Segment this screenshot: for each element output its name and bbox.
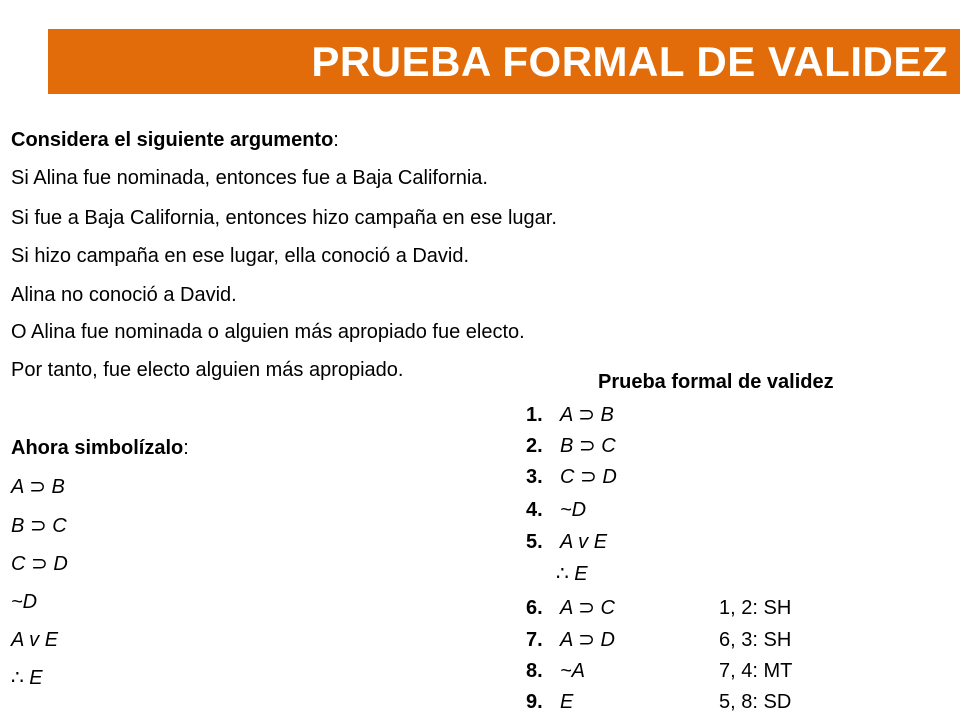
proof-row-formula: A ⊃ C <box>560 597 615 619</box>
title-bar <box>48 29 960 94</box>
proof-row-number: 9. <box>526 691 543 713</box>
premise-line-5: O Alina fue nominada o alguien más apropiado fue electo. <box>11 321 525 343</box>
proof-row-number: 1. <box>526 404 543 426</box>
argument-heading <box>11 128 339 152</box>
proof-row-formula: A v E <box>560 531 608 553</box>
symbolize-heading-colon: : <box>183 437 189 459</box>
argument-heading-colon: : <box>333 129 339 151</box>
proof-row-number: 7. <box>526 629 543 651</box>
premise-line-4: Alina no conoció a David. <box>11 284 237 306</box>
proof-conclusion: ∴ E <box>556 563 588 585</box>
proof-row-justification: 1, 2: SH <box>719 597 792 619</box>
proof-row-formula: E <box>560 691 574 713</box>
conclusion-line: Por tanto, fue electo alguien más apropiado. <box>11 359 404 381</box>
page-title: PRUEBA FORMAL DE VALIDEZ <box>311 38 948 85</box>
premise-line-2: Si fue a Baja California, entonces hizo campaña en ese lugar. <box>11 207 557 229</box>
proof-row-justification: 7, 4: MT <box>719 660 793 682</box>
argument-heading-label: Considera el siguiente argumento <box>11 129 334 151</box>
premise-line-1: Si Alina fue nominada, entonces fue a Baja California. <box>11 167 488 189</box>
proof-row-number: 5. <box>526 531 543 553</box>
proof-row-justification: 5, 8: SD <box>719 691 792 713</box>
symbolized-formula-3: C ⊃ D <box>11 553 68 575</box>
symbolized-formula-2: B ⊃ C <box>11 515 67 537</box>
proof-row-number: 3. <box>526 466 543 488</box>
symbolized-formula-1: A ⊃ B <box>11 476 65 498</box>
proof-row-formula: A ⊃ B <box>560 404 614 426</box>
proof-row-formula: A ⊃ D <box>560 629 615 651</box>
proof-row-number: 8. <box>526 660 543 682</box>
proof-row-formula: ~D <box>560 499 587 521</box>
proof-row-formula: ~A <box>560 660 586 682</box>
proof-title: Prueba formal de validez <box>598 371 834 393</box>
proof-row-number: 2. <box>526 435 543 457</box>
symbolized-formula-4: ~D <box>11 591 38 613</box>
symbolize-heading-label: Ahora simbolízalo <box>11 437 184 459</box>
symbolize-heading <box>11 436 189 460</box>
proof-row-formula: C ⊃ D <box>560 466 617 488</box>
symbolized-conclusion: ∴ E <box>11 667 43 689</box>
proof-row-justification: 6, 3: SH <box>719 629 792 651</box>
proof-row-number: 6. <box>526 597 543 619</box>
premise-line-3: Si hizo campaña en ese lugar, ella conoció a David. <box>11 245 470 267</box>
proof-row-formula: B ⊃ C <box>560 435 616 457</box>
symbolized-formula-5: A v E <box>11 629 59 651</box>
proof-row-number: 4. <box>526 499 543 521</box>
